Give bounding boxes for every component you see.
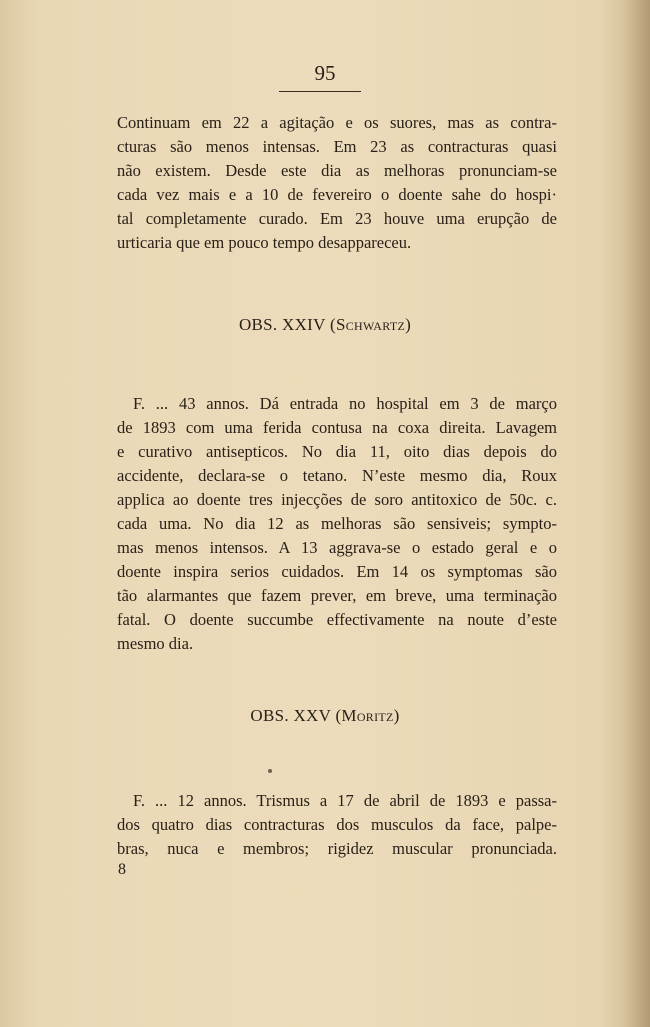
text-line: cturas são menos intensas. Em 23 as contracturas quasi xyxy=(117,137,557,156)
text-line: e curativo antisepticos. No dia 11, oito dias depois do xyxy=(117,442,557,461)
text-line: cada uma. No dia 12 as melhoras são sensiveis; sympto- xyxy=(117,514,557,533)
text-line: applica ao doente tres injecções de soro antitoxico de 50c. c. xyxy=(117,490,557,509)
page-number: 95 xyxy=(314,61,336,85)
text-line: fatal. O doente succumbe effectivamente na noute d’este xyxy=(117,610,557,629)
text-line: F. ... 43 annos. Dá entrada no hospital em 3 de março xyxy=(133,394,557,413)
text-line: de 1893 com uma ferida contusa na coxa direita. Lavagem xyxy=(117,418,557,437)
paragraph-case-moritz xyxy=(117,789,557,861)
observation-author: (Schwartz) xyxy=(329,315,412,334)
text-line: F. ... 12 annos. Trismus a 17 de abril de 1893 e passa- xyxy=(133,791,557,810)
text-line: urticaria que em pouco tempo desappareceu. xyxy=(117,233,412,252)
text-line: tal completamente curado. Em 23 houve uma erupção de xyxy=(117,209,557,228)
text-line: cada vez mais e a 10 de fevereiro o doente sahe do hospi· xyxy=(117,185,557,204)
page-number-rule xyxy=(279,91,361,92)
text-line: accidente, declara-se o tetano. N’este mesmo dia, Roux xyxy=(117,466,557,485)
paragraph-case-schwartz xyxy=(117,392,557,656)
text-line: dos quatro dias contracturas dos musculos da face, palpe- xyxy=(117,815,557,834)
observation-heading-xxiv xyxy=(0,314,650,336)
ink-speck xyxy=(268,769,272,773)
paragraph-continuation xyxy=(117,111,557,255)
text-line: mesmo dia. xyxy=(117,634,194,653)
observation-label: OBS. XXV xyxy=(250,706,331,725)
text-line: tão alarmantes que fazem prever, em breve, uma terminação xyxy=(117,586,557,605)
page-edge-shadow xyxy=(624,0,650,1027)
signature-mark: 8 xyxy=(118,861,126,878)
text-line: doente inspira serios cuidados. Em 14 os symptomas são xyxy=(117,562,557,581)
observation-heading-xxv xyxy=(0,705,650,727)
text-line: Continuam em 22 a agitação e os suores, mas as contra- xyxy=(117,113,557,132)
observation-author: (Moritz) xyxy=(335,706,400,725)
text-line: mas menos intensos. A 13 aggrava-se o estado geral e o xyxy=(117,538,557,557)
text-line: bras, nuca e membros; rigidez muscular pronunciada. xyxy=(117,839,557,858)
text-line: não existem. Desde este dia as melhoras pronunciam-se xyxy=(117,161,557,180)
observation-label: OBS. XXIV xyxy=(238,315,326,334)
